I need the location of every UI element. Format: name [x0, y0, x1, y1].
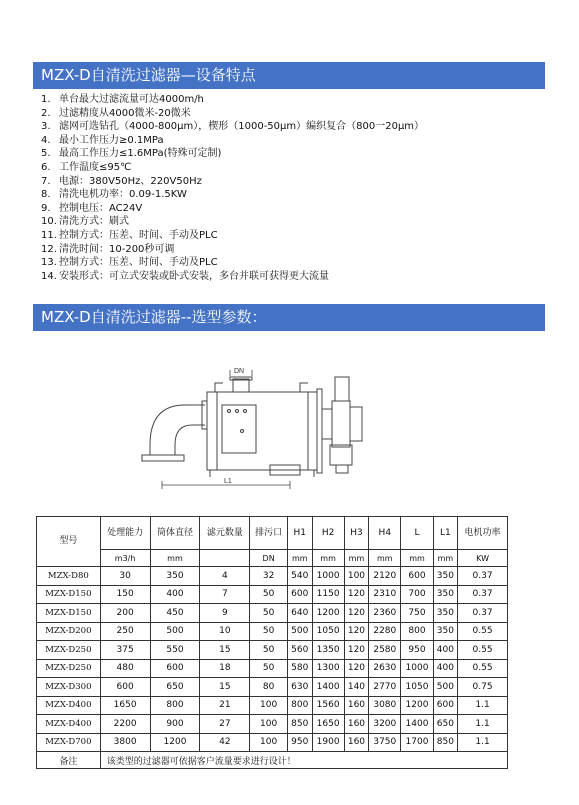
- feature-number: 4.: [41, 134, 51, 146]
- table-cell: 0.55: [458, 659, 508, 678]
- spec-table: [36, 516, 508, 769]
- column-unit: [200, 550, 250, 567]
- column-header: 筒体直径: [150, 517, 200, 550]
- table-cell: 850: [433, 733, 458, 752]
- table-cell: 0.37: [458, 567, 508, 586]
- table-row: [37, 585, 508, 604]
- table-cell: 1000: [401, 659, 433, 678]
- dn-label: DN: [234, 368, 245, 375]
- table-cell: 50: [250, 585, 288, 604]
- column-unit: m3/h: [100, 550, 150, 567]
- table-cell: 650: [150, 678, 200, 697]
- feature-number: 1.: [41, 94, 51, 105]
- table-cell: 1200: [401, 696, 433, 715]
- table-cell: 15: [200, 678, 250, 697]
- feature-number: 12.: [41, 243, 57, 255]
- table-row: [37, 678, 508, 697]
- model-cell: MZX-D250: [37, 641, 101, 660]
- table-cell: 400: [433, 659, 458, 678]
- model-cell: MZX-D250: [37, 659, 101, 678]
- table-cell: 30: [100, 567, 150, 586]
- note-text: 该类型的过滤器可依据客户流量要求进行设计！: [100, 752, 507, 769]
- feature-text: 清洗电机功率：0.09-1.5KW: [59, 189, 187, 201]
- table-cell: 500: [288, 622, 313, 641]
- section-title-specs: MZX-D自清洗过滤器--选型参数：: [33, 304, 545, 331]
- feature-item: [41, 134, 424, 148]
- feature-item: [41, 107, 424, 121]
- feature-number: 9.: [41, 202, 51, 214]
- table-cell: 1.1: [458, 715, 508, 734]
- table-cell: 250: [100, 622, 150, 641]
- feature-item: [41, 147, 424, 161]
- feature-number: 2.: [41, 107, 51, 119]
- feature-item: [41, 161, 424, 175]
- table-row: [37, 604, 508, 623]
- table-row: [37, 641, 508, 660]
- table-cell: 950: [401, 641, 433, 660]
- table-cell: 640: [288, 604, 313, 623]
- feature-number: 8.: [41, 189, 51, 201]
- column-unit: mm: [312, 550, 344, 567]
- table-cell: 200: [100, 604, 150, 623]
- table-cell: 0.55: [458, 622, 508, 641]
- column-header: 处理能力: [100, 517, 150, 550]
- table-cell: 120: [344, 641, 369, 660]
- table-cell: 2310: [369, 585, 401, 604]
- table-cell: 550: [150, 641, 200, 660]
- column-unit: DN: [250, 550, 288, 567]
- table-cell: 400: [433, 641, 458, 660]
- table-note-row: [37, 752, 508, 769]
- feature-text: 清洗方式：刷式: [59, 216, 129, 228]
- feature-number: 13.: [41, 257, 57, 269]
- table-cell: 600: [288, 585, 313, 604]
- column-unit: mm: [369, 550, 401, 567]
- table-cell: 1560: [312, 696, 344, 715]
- table-cell: 100: [250, 733, 288, 752]
- feature-text: 最小工作压力≥0.1MPa: [59, 134, 164, 146]
- table-cell: 450: [150, 604, 200, 623]
- table-cell: 80: [250, 678, 288, 697]
- table-cell: 1200: [312, 604, 344, 623]
- table-cell: 1200: [150, 733, 200, 752]
- table-cell: 2630: [369, 659, 401, 678]
- table-cell: 100: [344, 567, 369, 586]
- table-cell: 0.75: [458, 678, 508, 697]
- column-unit: mm: [288, 550, 313, 567]
- column-unit: mm: [401, 550, 433, 567]
- feature-item: [41, 202, 424, 216]
- table-cell: 700: [401, 585, 433, 604]
- feature-item: [41, 243, 424, 257]
- table-cell: 27: [200, 715, 250, 734]
- table-cell: 800: [288, 696, 313, 715]
- table-cell: 2120: [369, 567, 401, 586]
- table-cell: 800: [401, 622, 433, 641]
- feature-item: [41, 188, 424, 202]
- column-header: H4: [369, 517, 401, 550]
- column-unit: KW: [458, 550, 508, 567]
- table-cell: 350: [433, 622, 458, 641]
- table-cell: 375: [100, 641, 150, 660]
- table-cell: 2580: [369, 641, 401, 660]
- feature-number: 5.: [41, 148, 51, 160]
- feature-number: 6.: [41, 161, 51, 173]
- table-cell: 400: [150, 585, 200, 604]
- section-title-features: MZX-D自清洗过滤器—设备特点: [33, 62, 545, 89]
- table-cell: 50: [250, 659, 288, 678]
- model-cell: MZX-D400: [37, 696, 101, 715]
- table-cell: 18: [200, 659, 250, 678]
- feature-number: 10.: [41, 216, 57, 228]
- table-cell: 580: [288, 659, 313, 678]
- feature-item: [41, 215, 424, 229]
- feature-text: 电源：380V50Hz、220V50Hz: [59, 175, 202, 187]
- table-cell: 1700: [401, 733, 433, 752]
- table-cell: 160: [344, 733, 369, 752]
- table-cell: 100: [250, 696, 288, 715]
- table-cell: 540: [288, 567, 313, 586]
- table-row: [37, 715, 508, 734]
- feature-item: [41, 120, 424, 134]
- feature-text: 最高工作压力≤1.6MPa(特殊可定制): [59, 148, 222, 160]
- feature-item: [41, 175, 424, 189]
- feature-list: [41, 93, 424, 283]
- model-cell: MZX-D200: [37, 622, 101, 641]
- column-unit: mm: [433, 550, 458, 567]
- column-header: H1: [288, 517, 313, 550]
- table-cell: 650: [433, 715, 458, 734]
- table-cell: 900: [150, 715, 200, 734]
- column-header: H3: [344, 517, 369, 550]
- feature-text: 工作温度≤95℃: [59, 161, 132, 173]
- feature-number: 11.: [41, 229, 57, 241]
- table-cell: 0.37: [458, 585, 508, 604]
- table-cell: 3080: [369, 696, 401, 715]
- table-cell: 120: [344, 585, 369, 604]
- table-cell: 560: [288, 641, 313, 660]
- table-cell: 160: [344, 696, 369, 715]
- column-unit: mm: [150, 550, 200, 567]
- table-cell: 15: [200, 641, 250, 660]
- table-cell: 1650: [100, 696, 150, 715]
- feature-text: 安装形式：可立式安装或卧式安装，多台并联可获得更大流量: [59, 270, 329, 282]
- model-cell: MZX-D150: [37, 585, 101, 604]
- feature-number: 14.: [41, 270, 57, 282]
- feature-number: 7.: [41, 175, 51, 187]
- model-cell: MZX-D700: [37, 733, 101, 752]
- table-row: [37, 659, 508, 678]
- table-row: [37, 733, 508, 752]
- model-cell: MZX-D300: [37, 678, 101, 697]
- feature-item: [41, 256, 424, 270]
- table-units-row: [37, 550, 508, 567]
- table-cell: 3750: [369, 733, 401, 752]
- table-cell: 3200: [369, 715, 401, 734]
- feature-item: [41, 229, 424, 243]
- table-cell: 600: [150, 659, 200, 678]
- feature-item: [41, 270, 424, 284]
- table-cell: 10: [200, 622, 250, 641]
- table-cell: 50: [250, 641, 288, 660]
- table-cell: 500: [150, 622, 200, 641]
- table-cell: 1.1: [458, 696, 508, 715]
- table-cell: 0.55: [458, 641, 508, 660]
- table-cell: 100: [250, 715, 288, 734]
- model-cell: MZX-D80: [37, 567, 101, 586]
- table-cell: 480: [100, 659, 150, 678]
- table-cell: 1900: [312, 733, 344, 752]
- column-header: L1: [433, 517, 458, 550]
- table-cell: 120: [344, 622, 369, 641]
- column-unit: mm: [344, 550, 369, 567]
- table-row: [37, 622, 508, 641]
- note-label: 备注: [37, 752, 101, 769]
- table-cell: 1050: [312, 622, 344, 641]
- table-cell: 50: [250, 604, 288, 623]
- table-cell: 120: [344, 659, 369, 678]
- feature-text: 过滤精度从4000微米-20微米: [59, 107, 191, 119]
- feature-item: [41, 93, 424, 107]
- column-header: H2: [312, 517, 344, 550]
- table-header-row: [37, 517, 508, 550]
- table-cell: 2770: [369, 678, 401, 697]
- feature-text: 控制方式：压差、时间、手动及PLC: [59, 257, 218, 269]
- table-row: [37, 567, 508, 586]
- table-cell: 1050: [401, 678, 433, 697]
- table-cell: 0.37: [458, 604, 508, 623]
- table-cell: 1350: [312, 641, 344, 660]
- table-row: [37, 696, 508, 715]
- feature-text: 控制电压：AC24V: [59, 202, 143, 214]
- table-cell: 2280: [369, 622, 401, 641]
- table-cell: 9: [200, 604, 250, 623]
- table-cell: 850: [288, 715, 313, 734]
- table-cell: 50: [250, 622, 288, 641]
- table-cell: 1000: [312, 567, 344, 586]
- table-cell: 1300: [312, 659, 344, 678]
- table-cell: 42: [200, 733, 250, 752]
- table-cell: 350: [433, 604, 458, 623]
- feature-text: 单台最大过滤流量可达4000m/h: [59, 94, 204, 105]
- table-cell: 800: [150, 696, 200, 715]
- table-cell: 1150: [312, 585, 344, 604]
- feature-number: 3.: [41, 121, 51, 133]
- table-cell: 32: [250, 567, 288, 586]
- feature-text: 控制方式：压差、时间、手动及PLC: [59, 229, 218, 241]
- model-cell: MZX-D400: [37, 715, 101, 734]
- table-cell: 2360: [369, 604, 401, 623]
- table-cell: 350: [433, 567, 458, 586]
- table-cell: 1400: [401, 715, 433, 734]
- column-header: 型号: [37, 517, 101, 567]
- column-header: 滤元数量: [200, 517, 250, 550]
- column-header: 排污口: [250, 517, 288, 550]
- table-cell: 2200: [100, 715, 150, 734]
- table-cell: 750: [401, 604, 433, 623]
- table-cell: 600: [401, 567, 433, 586]
- table-cell: 7: [200, 585, 250, 604]
- table-cell: 600: [433, 696, 458, 715]
- table-cell: 120: [344, 604, 369, 623]
- table-cell: 4: [200, 567, 250, 586]
- table-cell: 160: [344, 715, 369, 734]
- l1-label: L1: [224, 478, 232, 485]
- table-cell: 150: [100, 585, 150, 604]
- table-cell: 1400: [312, 678, 344, 697]
- table-cell: 1650: [312, 715, 344, 734]
- table-cell: 950: [288, 733, 313, 752]
- table-cell: 3800: [100, 733, 150, 752]
- table-cell: 630: [288, 678, 313, 697]
- column-header: 电机功率: [458, 517, 508, 550]
- model-cell: MZX-D150: [37, 604, 101, 623]
- feature-text: 清洗时间：10-200秒可调: [59, 243, 175, 255]
- table-cell: 350: [433, 585, 458, 604]
- filter-diagram: [130, 365, 460, 495]
- column-header: L: [401, 517, 433, 550]
- table-cell: 600: [100, 678, 150, 697]
- feature-text: 滤网可选钻孔（4000-800μm），楔形（1000-50μm）编织复合（800一20μm）: [59, 121, 425, 133]
- table-cell: 1.1: [458, 733, 508, 752]
- table-cell: 500: [433, 678, 458, 697]
- table-cell: 21: [200, 696, 250, 715]
- table-cell: 350: [150, 567, 200, 586]
- table-cell: 140: [344, 678, 369, 697]
